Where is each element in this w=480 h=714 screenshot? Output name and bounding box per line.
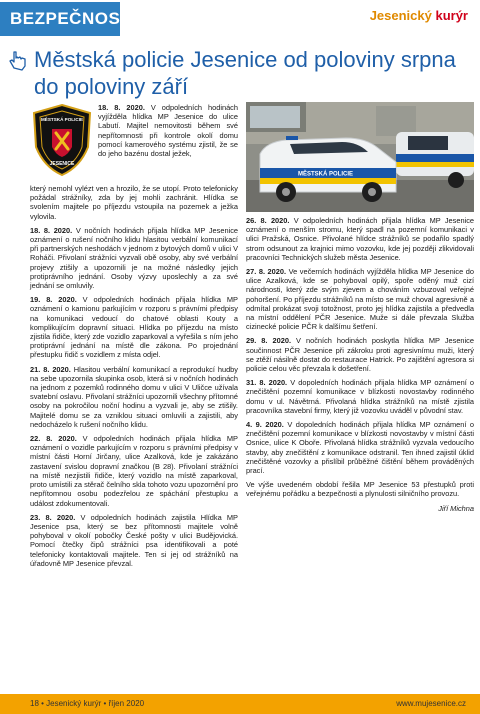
item-date: 22. 8. 2020. (30, 434, 77, 444)
list-item (30, 434, 238, 508)
intro-paragraph-top (98, 103, 238, 158)
badge-text-bottom: JESENICE (49, 161, 75, 167)
list-item (30, 295, 238, 359)
pointing-hand-icon (8, 50, 28, 72)
brand-logo (370, 8, 468, 23)
item-text: Ve večerních hodinách vyjížděla hlídka MP Jesenice do ulice Azalková, kde se pohyboval opilý, spoře oděný muž cizí národnosti, který zde svým zjevem a chováním vzbuzoval veřejné pohoršení. Po příjezdu strážníků na místo se muž choval agresivně a odmítal prokázat svoji totožnost, proto jej hlídka zajistila a předvedla na místní oddělení PČR Jesenice. Muže si dále převzala Služba cizinecké policie PČR k dalšímu šetření. (246, 267, 474, 332)
author-signature: Jiří Michna (438, 503, 474, 513)
police-badge-emblem (30, 103, 94, 177)
list-item (246, 378, 474, 415)
item-date: 18. 8. 2020. (30, 225, 73, 235)
item-text: V odpoledních hodinách přijala hlídka MP Jesenice oznámení o menším stromu, který spadl na pozemní komunikaci v ulici Pražská, Osnice. Přivolané hlídce strážníků se podařilo spadlý strom odsunout za krajnici mimo vozovku, kde jej později zlikvidovali pracovníci Technických služeb města Jesenice. (246, 216, 474, 262)
item-text: V odpoledních hodinách přijala hlídka MP oznámení o vozidle parkujícím v rozporu s právními předpisy v místní části Horní Jirčany, ulice Azalková, kde je zakázáno zastavení svislou dopravní značkou (B 28). Přivolaní strážníci na místě nezjistili řidiče, který vozidlo na místě zaparkoval, proto umístili za stěrač čelního skla tohoto vozu upozornění pro nepřítomnou osobu podezřelou ze spáchání přestupku a událost zdokumentovali. (30, 434, 238, 508)
list-item (30, 513, 238, 568)
right-column (246, 216, 474, 513)
item-date: 29. 8. 2020. (246, 336, 291, 346)
item-date: 23. 8. 2020. (30, 512, 76, 522)
item-date: 31. 8. 2020. (246, 378, 288, 388)
top-bar (0, 0, 480, 40)
item-date: 19. 8. 2020. (30, 295, 77, 305)
list-item (246, 336, 474, 373)
brand-name-second: kurýr (435, 8, 468, 23)
intro-text-a: V odpoledních hodinách vyjížděla hlídka MP Jesenice do ulice Labutí. Majitel nemovitosti během své nepřítomnosti při kontrole okolí domu pomocí kamerového systému zjistil, že se do jeho bazénu dostal ježek, (98, 103, 238, 159)
list-item (246, 420, 474, 475)
list-item (246, 267, 474, 331)
item-text: V dopoledních hodinách přijala hlídka MP oznámení o znečištění pozemní komunikace v blízkosti novostavby v místní části Osnice, ulice K Oboře. Přivolaná hlídka strážníků vyzvala vedoucího stavby, aby znečištění z komunikace odstranil. Ten ihned zajistil úklid znečištěné vozovky a přislíbil průběžné čištění během prováděných prací. (246, 420, 474, 476)
list-item (246, 216, 474, 262)
item-text: Hlasitou verbální komunikací a reprodukcí hudby na sebe upozornila skupinka osob, která si v nočních hodinách na jednom z pozemků rodinného domu v ulici V Uličce užívala svatební oslavu. Přivolaní strážníci upozornili všechny přítomné osoby na pokročilou noční hodinu a vyzvali je, aby se ztišily. Majitelé domu se za vzniklou situaci omluvili a zajistili, aby nedocházelo k rušení nočního klidu. (30, 364, 238, 429)
police-cars-photo (246, 102, 474, 212)
item-date: 4. 9. 2020. (246, 420, 284, 430)
brand-name-first: Jesenický (369, 8, 436, 23)
item-text: V nočních hodinách poskytla hlídka MP Jesenice součinnost PČR Jesenice při zákroku proti agresivnímu muži, který se ztěží násilně dostat do restaurace Hatrick. Po zajištění agresora si policie celou věc převzala k došetření. (246, 336, 474, 374)
list-item (30, 365, 238, 429)
item-text: V dopoledních hodinách přijala hlídka MP oznámení o znečištění pozemní komunikace v blízkosti novostavby rodinného domu v ul. Návětrná. Přivolaná hlídka strážníků na místě zjistila pracovníka stavební firmy, který již vozovku uváděl v původní stav. (246, 378, 475, 415)
badge-text-top: MĚSTSKÁ POLICIE (40, 117, 84, 122)
item-text: V nočních hodinách přijala hlídka MP Jesenice oznámení o rušení nočního klidu hlasitou verbální komunikací při partnerských neshodách v jednom z bytových domů v ulici V Roháči. Přivolaní strážníci vyzvali obě osoby, aby své verbální projevy ztišily a upozornili je na možné následky jejich protiprávního jednání. Osoby výzvy uposlechly a za své jednání se omluvily. (30, 225, 238, 291)
article-headline: Městská policie Jesenice od poloviny srpna do poloviny září (34, 47, 456, 99)
item-text: V odpoledních hodinách zajistila Hlídka MP Jesenice psa, který se bez přítomnosti majitele volně pohyboval v okolí pobočky České pošty v ulici Budějovická. Pomocí čtečky čipů strážníci psa identifikovali a poté telefonicky kontaktovali majitele. Ten si jej od strážníků na úřadovně MP Jesenice převzal. (30, 512, 238, 568)
item-text: V odpoledních hodinách přijala hlídka MP oznámení o kamionu parkujícím v rozporu s právními předpisy na komunikaci vedoucí do chatové oblasti Kouty a komplikujícím dopravní situaci. Hlídka po příjezdu na místo zjistila řidiče, který zde vozidlo zaparkoval a vyřešila s ním jeho protiprávní jednání na místě dle zákona. Po projednání přestupku řidič s vozidlem z místa odjel. (30, 295, 238, 360)
car-livery-text: MĚSTSKÁ POLICIE (298, 171, 354, 178)
footer-issue: 18 • Jesenický kurýr • říjen 2020 (30, 699, 145, 708)
list-item (30, 226, 238, 290)
page-footer (0, 694, 480, 714)
item-date: 21. 8. 2020. (30, 364, 71, 374)
intro-paragraph-bottom: který nemohl vylézt ven a hrozilo, že se utopí. Proto telefonicky požádal strážníky, zda by jej mohli zachránit. Hlídka se svolením majitele po příjezdu vstoupila na pozemek a ježka vylovila. (30, 184, 238, 221)
left-column (30, 184, 238, 573)
footer-website-link[interactable]: www.mujesenice.cz (396, 699, 466, 708)
item-date: 27. 8. 2020. (246, 267, 287, 277)
headline-block (8, 46, 472, 100)
item-date: 26. 8. 2020. (246, 216, 290, 225)
closing-paragraph: Ve výše uvedeném období řešila MP Jesenice 53 přestupků proti veřejnému pořádku a bezpečnosti a plynulosti silničního provozu. (246, 480, 474, 499)
intro-date: 18. 8. 2020. (98, 103, 145, 112)
section-label: BEZPEČNOST (0, 2, 120, 36)
